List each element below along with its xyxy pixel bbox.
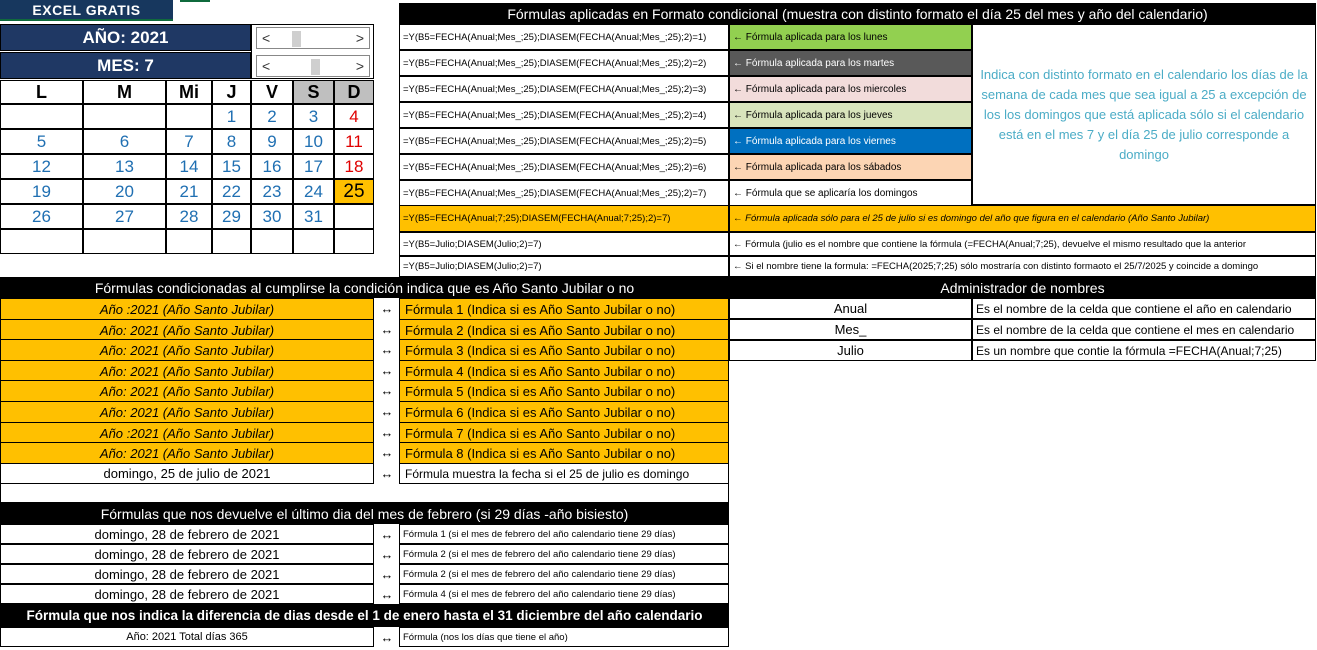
calendar-day[interactable]: 3 xyxy=(293,104,334,129)
name-key: Anual xyxy=(729,298,972,319)
names-title-text: Administrador de nombres xyxy=(940,279,1105,296)
calendar-header-5: S xyxy=(293,80,334,104)
bidirectional-arrow-icon: ↔ xyxy=(380,301,394,316)
jubilar-year: Año: 2021 (Año Santo Jubilar) xyxy=(0,360,374,382)
feb-date: domingo, 28 de febrero de 2021 xyxy=(0,564,374,584)
cf-description: ← Fórmula que se aplicaría los domingos xyxy=(729,180,972,206)
bidirectional-arrow-icon: ↔ xyxy=(380,526,394,542)
diff-right-text: Fórmula (nos los días que tiene el año) xyxy=(403,631,568,643)
year-label: AÑO: 2021 xyxy=(82,27,169,47)
bidirectional-arrow-icon: ↔ xyxy=(380,445,394,460)
feb-formula: Fórmula 2 (si el mes de febrero del año calendario tiene 29 días) xyxy=(399,544,729,564)
month-scrollbar[interactable] xyxy=(256,55,370,77)
calendar-day[interactable]: 7 xyxy=(166,129,212,154)
bidirectional-arrow-icon: ↔ xyxy=(380,322,394,337)
feb-date: domingo, 28 de febrero de 2021 xyxy=(0,584,374,604)
calendar-day[interactable]: 19 xyxy=(0,179,83,204)
jubilar-formula: Fórmula 8 (Indica si es Año Santo Jubilar o no) xyxy=(399,442,729,464)
cf-formula: =Y(B5=FECHA(Anual;Mes_;25);DIASEM(FECHA(Anual;Mes_;25);2)=2) xyxy=(399,50,729,76)
names-title xyxy=(729,277,1316,298)
jubilar-year: Año :2021 (Año Santo Jubilar) xyxy=(0,422,374,444)
cf-extra-description: ← Si el nombre tiene la formula: =FECHA(2025;7;25) sólo mostraría con distinto formaoto el 25/7/2025 y coincide a domingo xyxy=(729,256,1316,277)
month-scroll-left[interactable]: < xyxy=(262,58,271,74)
feb-date: domingo, 28 de febrero de 2021 xyxy=(0,524,374,544)
jubilar-year: Año: 2021 (Año Santo Jubilar) xyxy=(0,339,374,361)
feb-formula: Fórmula 4 (si el mes de febrero del año calendario tiene 29 días) xyxy=(399,584,729,604)
calendar-day[interactable]: 31 xyxy=(293,204,334,229)
name-description: Es el nombre de la celda que contiene el mes en calendario xyxy=(972,319,1316,340)
calendar-day xyxy=(293,229,334,254)
cf-description: ← Fórmula aplicada para los miercoles xyxy=(729,76,972,102)
cf-formula: =Y(B5=FECHA(Anual;Mes_;25);DIASEM(FECHA(Anual;Mes_;25);2)=5) xyxy=(399,128,729,154)
jubilar-year: Año: 2021 (Año Santo Jubilar) xyxy=(0,380,374,402)
cf-formula: =Y(B5=FECHA(Anual;Mes_;25);DIASEM(FECHA(Anual;Mes_;25);2)=3) xyxy=(399,76,729,102)
cf-description: ← Fórmula aplicada para los lunes xyxy=(729,24,972,50)
calendar-day[interactable]: 4 xyxy=(334,104,374,129)
calendar-day[interactable]: 14 xyxy=(166,154,212,179)
diff-title-text: Fórmula que nos indica la diferencia de dias desde el 1 de enero hasta el 31 diciembre del año calendario xyxy=(26,608,703,623)
jubilar-title-text: Fórmulas condicionadas al cumplirse la condición indica que es Año Santo Jubilar o no xyxy=(94,279,635,296)
calendar-day xyxy=(0,229,83,254)
jubilar-domingo-date: domingo, 25 de julio de 2021 xyxy=(0,463,374,484)
calendar-day xyxy=(166,104,212,129)
bidirectional-arrow-icon: ↔ xyxy=(380,586,394,602)
diff-right xyxy=(399,627,729,647)
cf-formula: =Y(B5=FECHA(Anual;Mes_;25);DIASEM(FECHA(Anual;Mes_;25);2)=6) xyxy=(399,154,729,180)
jubilar-formula: Fórmula 5 (Indica si es Año Santo Jubilar o no) xyxy=(399,380,729,402)
calendar-day[interactable]: 15 xyxy=(212,154,251,179)
feb-title xyxy=(0,503,729,524)
calendar-day[interactable]: 23 xyxy=(251,179,293,204)
calendar-day[interactable]: 25 xyxy=(334,179,374,204)
year-scroll-thumb[interactable] xyxy=(292,31,301,47)
jubilar-title xyxy=(0,277,729,298)
jubilar-year: Año: 2021 (Año Santo Jubilar) xyxy=(0,401,374,423)
calendar-day[interactable]: 24 xyxy=(293,179,334,204)
calendar-header-2: Mi xyxy=(166,80,212,104)
jubilar-domingo-formula: Fórmula muestra la fecha si el 25 de julio es domingo xyxy=(399,463,729,484)
calendar-day[interactable]: 30 xyxy=(251,204,293,229)
diff-left-text: Año: 2021 Total días 365 xyxy=(126,631,248,643)
calendar-day[interactable]: 2 xyxy=(251,104,293,129)
name-description: Es el nombre de la celda que contiene el año en calendario xyxy=(972,298,1316,319)
cf-note xyxy=(972,24,1316,205)
diff-arrow-icon: ↔ xyxy=(380,629,394,645)
cf-extra-description: ← Fórmula (julio es el nombre que contiene la fórmula (=FECHA(Anual;7;25), devuelve el mismo resultado que la anterior xyxy=(729,232,1316,256)
calendar-day[interactable]: 18 xyxy=(334,154,374,179)
calendar-day[interactable]: 26 xyxy=(0,204,83,229)
calendar-day[interactable]: 29 xyxy=(212,204,251,229)
cf-title xyxy=(399,3,1316,24)
diff-left xyxy=(0,627,374,647)
year-scrollbar[interactable] xyxy=(256,27,370,49)
calendar-day[interactable]: 9 xyxy=(251,129,293,154)
bidirectional-arrow-icon: ↔ xyxy=(380,566,394,582)
jubilar-formula: Fórmula 6 (Indica si es Año Santo Jubilar o no) xyxy=(399,401,729,423)
month-scroll-right[interactable]: > xyxy=(355,58,364,74)
calendar-day[interactable]: 12 xyxy=(0,154,83,179)
cf-note-text: Indica con distinto formato en el calendario los días de la semana de cada mes que sea igual a 25 a excepción de los los domingos que está aplicada sólo si el calendario está en el mes 7 y el día 25 de julio corresponde a domingo xyxy=(980,66,1308,162)
calendar-day xyxy=(166,229,212,254)
feb-title-text: Fórmulas que nos devuelve el último dia del mes de febrero (si 29 días -año bisiesto) xyxy=(100,505,629,522)
bidirectional-arrow-icon: ↔ xyxy=(380,342,394,357)
bidirectional-arrow-icon: ↔ xyxy=(380,425,394,440)
calendar-day[interactable]: 22 xyxy=(212,179,251,204)
cf-description: ← Fórmula aplicada para los jueves xyxy=(729,102,972,128)
month-display xyxy=(0,52,251,79)
calendar-header-3: J xyxy=(212,80,251,104)
diff-title xyxy=(0,604,729,627)
calendar-day xyxy=(83,229,166,254)
month-label: MES: 7 xyxy=(97,55,154,75)
calendar-day[interactable]: 16 xyxy=(251,154,293,179)
calendar-day xyxy=(83,104,166,129)
calendar-day xyxy=(251,229,293,254)
calendar-day[interactable]: 13 xyxy=(83,154,166,179)
cf-description: ← Fórmula aplicada para los sábados xyxy=(729,154,972,180)
bidirectional-arrow-icon: ↔ xyxy=(380,466,394,481)
jubilar-formula: Fórmula 2 (Indica si es Año Santo Jubilar o no) xyxy=(399,319,729,341)
bidirectional-arrow-icon: ↔ xyxy=(380,363,394,378)
feb-formula: Fórmula 2 (si el mes de febrero del año calendario tiene 29 días) xyxy=(399,564,729,584)
jubilar-formula: Fórmula 1 (Indica si es Año Santo Jubilar o no) xyxy=(399,298,729,320)
jubilar-formula: Fórmula 7 (Indica si es Año Santo Jubilar o no) xyxy=(399,422,729,444)
calendar-day[interactable]: 6 xyxy=(83,129,166,154)
cf-formula: =Y(B5=FECHA(Anual;Mes_;25);DIASEM(FECHA(Anual;Mes_;25);2)=7) xyxy=(399,180,729,206)
cf-extra-formula: =Y(B5=Julio;DIASEM(Julio;2)=7) xyxy=(399,256,729,277)
cf-extra-description: ← Fórmula aplicada sólo para el 25 de julio si es domingo del año que figura en el calendario (Año Santo Jubilar) xyxy=(729,205,1316,232)
calendar-day[interactable]: 20 xyxy=(83,179,166,204)
name-key: Mes_ xyxy=(729,319,972,340)
bidirectional-arrow-icon: ↔ xyxy=(380,404,394,419)
year-display xyxy=(0,24,251,51)
name-key: Julio xyxy=(729,340,972,361)
cf-title-text: Fórmulas aplicadas en Formato condicional (muestra con distinto formato el día 25 del mes y año del calendario) xyxy=(507,5,1208,22)
calendar-day xyxy=(0,104,83,129)
spacer-row xyxy=(0,482,729,503)
calendar-day[interactable]: 28 xyxy=(166,204,212,229)
calendar-day xyxy=(212,229,251,254)
calendar-day[interactable]: 1 xyxy=(212,104,251,129)
cf-description: ← Fórmula aplicada para los viernes xyxy=(729,128,972,154)
calendar-header-1: M xyxy=(83,80,166,104)
logo xyxy=(0,0,173,21)
logo-underline xyxy=(180,0,210,2)
calendar-day[interactable]: 5 xyxy=(0,129,83,154)
calendar-day[interactable]: 27 xyxy=(83,204,166,229)
name-description: Es un nombre que contie la fórmula =FECHA(Anual;7;25) xyxy=(972,340,1316,361)
calendar-day xyxy=(334,229,374,254)
bidirectional-arrow-icon: ↔ xyxy=(380,383,394,398)
cf-formula: =Y(B5=FECHA(Anual;Mes_;25);DIASEM(FECHA(Anual;Mes_;25);2)=4) xyxy=(399,102,729,128)
jubilar-year: Año :2021 (Año Santo Jubilar) xyxy=(0,298,374,320)
jubilar-year: Año: 2021 (Año Santo Jubilar) xyxy=(0,442,374,464)
jubilar-formula: Fórmula 4 (Indica si es Año Santo Jubilar o no) xyxy=(399,360,729,382)
calendar-header-0: L xyxy=(0,80,83,104)
calendar-day[interactable]: 10 xyxy=(293,129,334,154)
cf-extra-formula: =Y(B5=Julio;DIASEM(Julio;2)=7) xyxy=(399,232,729,256)
logo-text: EXCEL GRATIS xyxy=(32,1,141,18)
jubilar-year: Año: 2021 (Año Santo Jubilar) xyxy=(0,319,374,341)
cf-extra-formula: =Y(B5=FECHA(Anual;7;25);DIASEM(FECHA(Anual;7;25);2)=7) xyxy=(399,205,729,232)
month-scroll-thumb[interactable] xyxy=(311,59,320,75)
feb-date: domingo, 28 de febrero de 2021 xyxy=(0,544,374,564)
calendar-day[interactable]: 17 xyxy=(293,154,334,179)
year-scroll-right[interactable]: > xyxy=(355,30,364,46)
jubilar-formula: Fórmula 3 (Indica si es Año Santo Jubilar o no) xyxy=(399,339,729,361)
calendar-day[interactable]: 21 xyxy=(166,179,212,204)
calendar-day[interactable]: 8 xyxy=(212,129,251,154)
calendar-day[interactable]: 11 xyxy=(334,129,374,154)
cf-formula: =Y(B5=FECHA(Anual;Mes_;25);DIASEM(FECHA(Anual;Mes_;25);2)=1) xyxy=(399,24,729,50)
cf-description: ← Fórmula aplicada para los martes xyxy=(729,50,972,76)
feb-formula: Fórmula 1 (si el mes de febrero del año calendario tiene 29 días) xyxy=(399,524,729,544)
bidirectional-arrow-icon: ↔ xyxy=(380,546,394,562)
calendar-header-4: V xyxy=(251,80,293,104)
year-scroll-left[interactable]: < xyxy=(262,30,271,46)
calendar-header-6: D xyxy=(334,80,374,104)
calendar-day xyxy=(334,204,374,229)
